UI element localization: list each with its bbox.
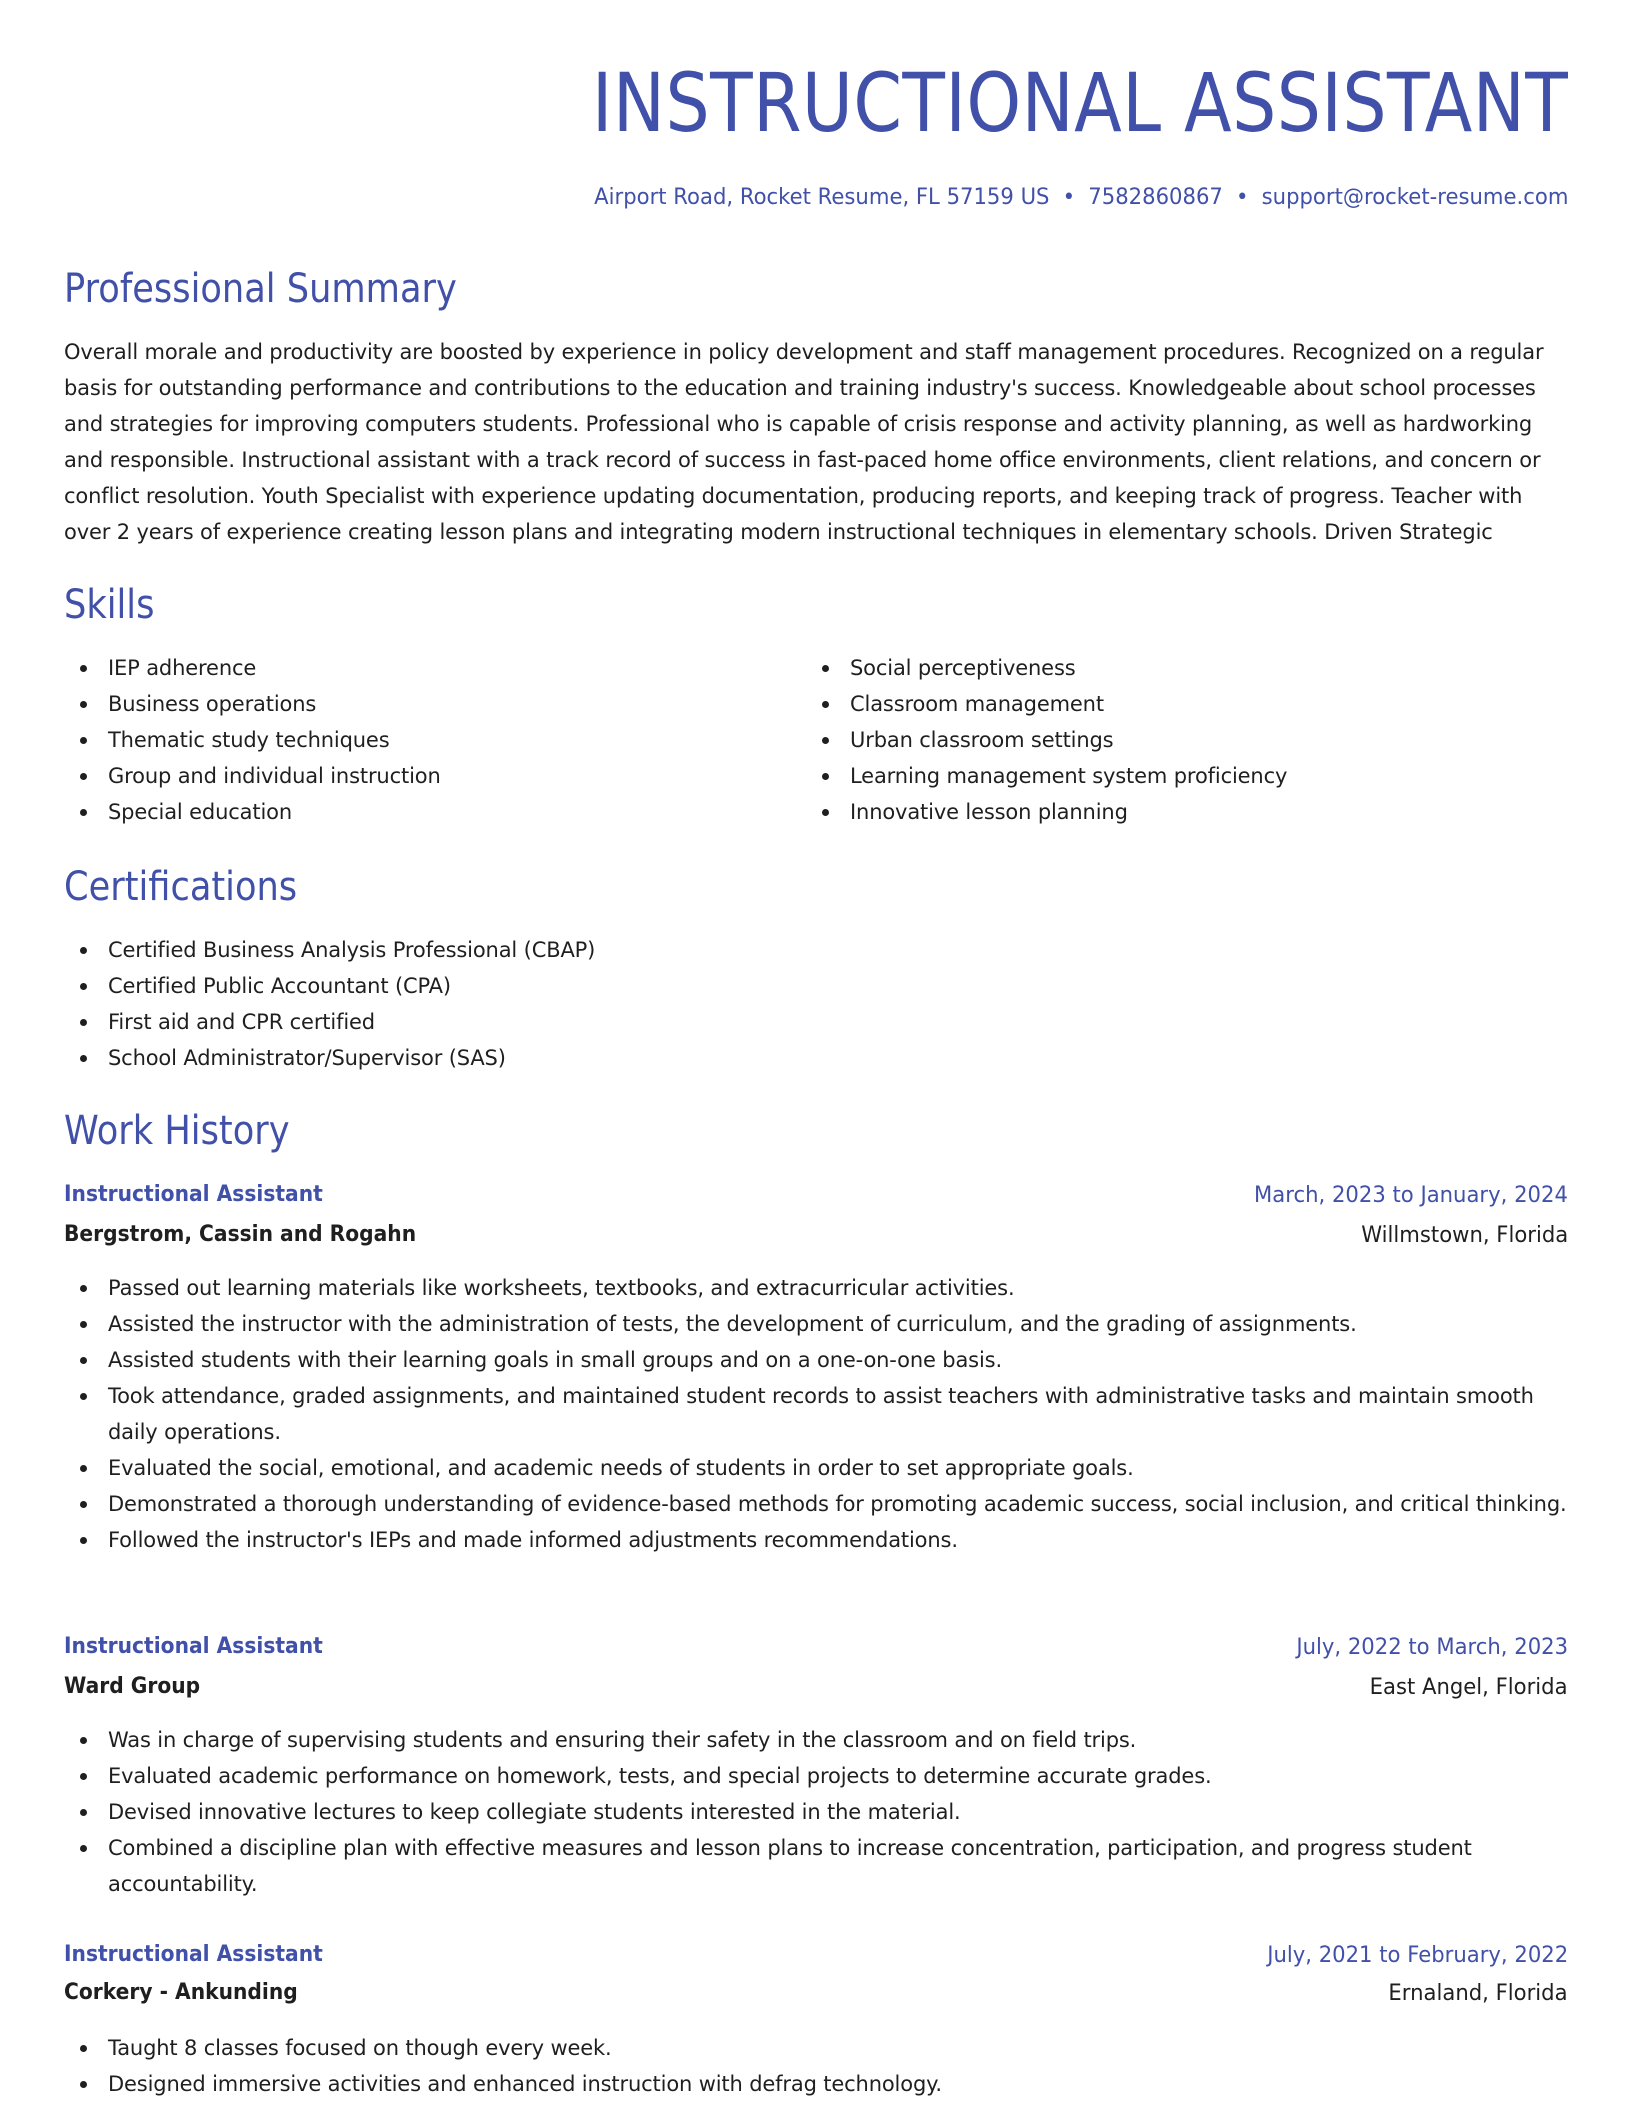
- job-dates: July, 2021 to February, 2022: [1267, 1942, 1568, 1968]
- contact-phone: 7582860867: [1087, 184, 1223, 210]
- job-title: Instructional Assistant: [64, 1182, 323, 1207]
- list-item: Taught 8 classes focused on though every week.: [64, 2030, 1568, 2066]
- list-item: Group and individual instruction: [64, 758, 804, 794]
- list-item: Special education: [64, 794, 804, 830]
- list-item: Urban classroom settings: [806, 722, 1566, 758]
- job-title: Instructional Assistant: [64, 1942, 323, 1967]
- list-item: Followed the instructor's IEPs and made informed adjustments recommendations.: [64, 1522, 1568, 1558]
- list-item: School Administrator/Supervisor (SAS): [64, 1040, 1568, 1076]
- list-item: Was in charge of supervising students and ensuring their safety in the classroom and on field trips.: [64, 1722, 1568, 1758]
- job-dates: March, 2023 to January, 2024: [1254, 1182, 1568, 1208]
- contact-separator: •: [1235, 184, 1249, 210]
- list-item: Assisted students with their learning goals in small groups and on a one-on-one basis.: [64, 1342, 1568, 1378]
- certifications-list: [64, 932, 1568, 1076]
- list-item: Designed immersive activities and enhanced instruction with defrag technology.: [64, 2066, 1568, 2102]
- list-item: Certified Business Analysis Professional (CBAP): [64, 932, 1568, 968]
- section-heading-certifications: Certifications: [64, 864, 298, 910]
- job-bullets: [64, 1270, 1568, 1558]
- job-location: Ernaland, Florida: [1388, 1980, 1568, 2006]
- list-item: Business operations: [64, 686, 804, 722]
- summary-text: Overall morale and productivity are boosted by experience in policy development and staff management procedures. Recognized on a regular basis for outstanding performance and contributions to the education and training industry's success. Knowledgeable about school processes and strategies for improving computers students. Professional who is capable of crisis response and activity planning, as well as hardworking and responsible. Instructional assistant with a track record of success in fast-paced home office environments, client relations, and concern or conflict resolution. Youth Specialist with experience updating documentation, producing reports, and keeping track of progress. Teacher with over 2 years of experience creating lesson plans and integrating modern instructional techniques in elementary schools. Driven Strategic: [64, 340, 1544, 544]
- section-heading-work-history: Work History: [64, 1108, 290, 1154]
- list-item: IEP adherence: [64, 650, 804, 686]
- contact-email[interactable]: support@rocket-resume.com: [1261, 184, 1568, 210]
- contact-line: [594, 180, 1568, 214]
- list-item: First aid and CPR certified: [64, 1004, 1568, 1040]
- list-item: Demonstrated a thorough understanding of evidence-based methods for promoting academic success, social inclusion, and critical thinking.: [64, 1486, 1568, 1522]
- list-item: Classroom management: [806, 686, 1566, 722]
- section-heading-skills: Skills: [64, 582, 155, 628]
- list-item: Devised innovative lectures to keep collegiate students interested in the material.: [64, 1794, 1568, 1830]
- job-company: Bergstrom, Cassin and Rogahn: [64, 1222, 417, 1247]
- job-bullets: [64, 2030, 1568, 2102]
- section-heading-summary: Professional Summary: [64, 266, 457, 312]
- list-item: Learning management system proficiency: [806, 758, 1566, 794]
- contact-address: Airport Road, Rocket Resume, FL 57159 US: [593, 184, 1050, 210]
- list-item: Took attendance, graded assignments, and maintained student records to assist teachers with administrative tasks and maintain smooth daily operations.: [64, 1378, 1568, 1450]
- job-company: Ward Group: [64, 1674, 201, 1699]
- list-item: Evaluated academic performance on homework, tests, and special projects to determine accurate grades.: [64, 1758, 1568, 1794]
- job-dates: July, 2022 to March, 2023: [1296, 1634, 1568, 1660]
- list-item: Assisted the instructor with the administration of tests, the development of curriculum, and the grading of assignments.: [64, 1306, 1568, 1342]
- list-item: Certified Public Accountant (CPA): [64, 968, 1568, 1004]
- job-company: Corkery - Ankunding: [64, 1980, 298, 2005]
- skills-list-right: [806, 650, 1566, 830]
- list-item: Combined a discipline plan with effective measures and lesson plans to increase concentration, participation, and progress student accountability.: [64, 1830, 1568, 1902]
- resume-page: [64, 0, 1568, 2112]
- job-bullets: [64, 1722, 1568, 1902]
- list-item: Innovative lesson planning: [806, 794, 1566, 830]
- list-item: Thematic study techniques: [64, 722, 804, 758]
- skills-list-left: [64, 650, 804, 830]
- list-item: Evaluated the social, emotional, and academic needs of students in order to set appropriate goals.: [64, 1450, 1568, 1486]
- job-title: Instructional Assistant: [64, 1634, 323, 1659]
- resume-name-title: INSTRUCTIONAL ASSISTANT: [591, 57, 1568, 151]
- job-location: Willmstown, Florida: [1360, 1222, 1568, 1248]
- list-item: Social perceptiveness: [806, 650, 1566, 686]
- job-location: East Angel, Florida: [1370, 1674, 1568, 1700]
- contact-separator: •: [1062, 184, 1075, 210]
- list-item: Passed out learning materials like worksheets, textbooks, and extracurricular activities.: [64, 1270, 1568, 1306]
